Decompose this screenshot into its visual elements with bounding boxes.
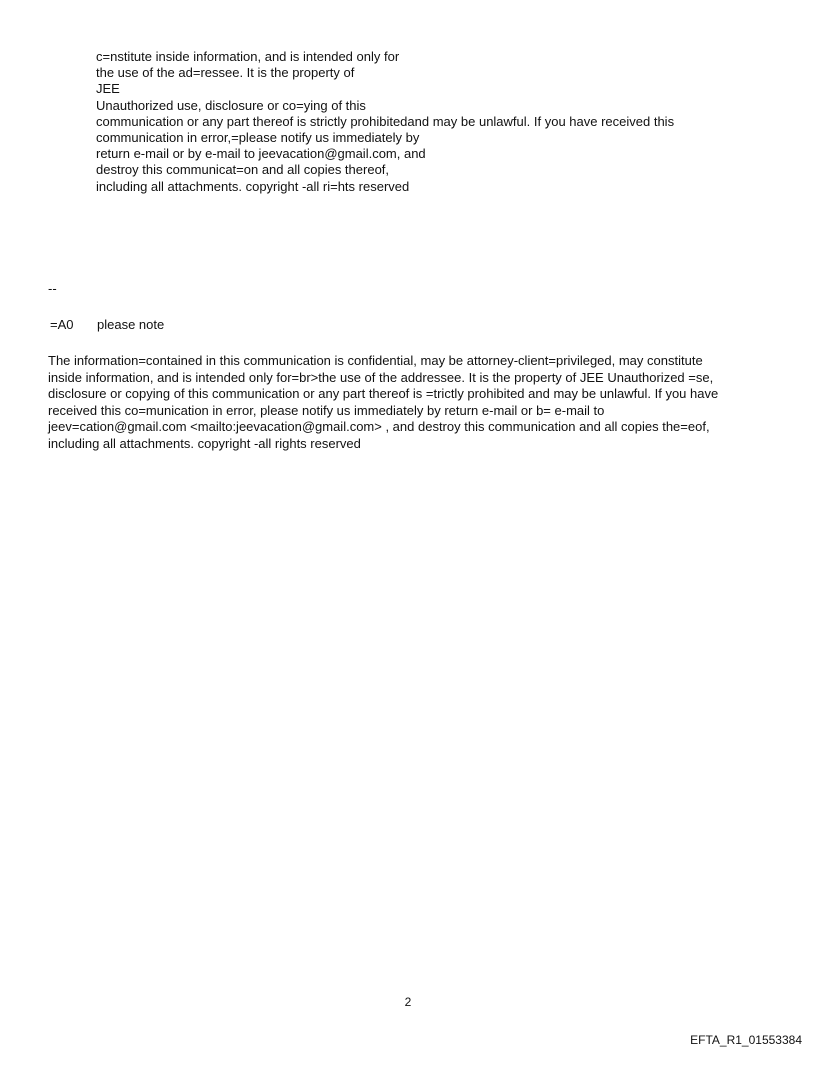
disclaimer-quoted-block [96, 49, 776, 195]
disclaimer-line: Unauthorized use, disclosure or co=ying of this [96, 97, 366, 113]
disclaimer-line: JEE [96, 81, 120, 97]
disclaimer-line: communication in error,=please notify us immediately by [96, 130, 420, 146]
note-heading [50, 317, 164, 333]
paragraph-line: jeev=cation@gmail.com <mailto:jeevacation@gmail.com> , and destroy this communication and all copies the=eof, [48, 419, 710, 435]
page-number: 2 [404, 995, 412, 1009]
document-id: EFTA_R1_01553384 [690, 1033, 802, 1047]
disclaimer-line: including all attachments. copyright -all ri=hts reserved [96, 178, 410, 194]
disclaimer-line: c=nstitute inside information, and is intended only for [96, 49, 400, 64]
paragraph-line: including all attachments. copyright -all rights reserved [48, 435, 361, 451]
paragraph-line: inside information, and is intended only for=br>the use of the addressee. It is the property of JEE Unauthorized =se, [48, 369, 714, 385]
paragraph-line: received this co=munication in error, please notify us immediately by return e-mail or b= e-mail to [48, 402, 605, 418]
disclaimer-paragraph [48, 353, 768, 453]
signature-separator: -- [48, 281, 57, 296]
note-label: please note [97, 317, 165, 332]
disclaimer-line: destroy this communicat=on and all copies thereof, [96, 162, 390, 178]
paragraph-line: disclosure or copying of this communication or any part thereof is =trictly prohibited and may be unlawful. If you have [48, 386, 719, 402]
paragraph-line: The information=contained in this communication is confidential, may be attorney-client=privileged, may constitute [48, 353, 703, 368]
note-tag: =A0 [50, 317, 74, 332]
disclaimer-line: return e-mail or by e-mail to jeevacation@gmail.com, and [96, 146, 426, 162]
disclaimer-line: the use of the ad=ressee. It is the property of [96, 65, 355, 81]
disclaimer-line: communication or any part thereof is strictly prohibitedand may be unlawful. If you have received this [96, 113, 675, 129]
